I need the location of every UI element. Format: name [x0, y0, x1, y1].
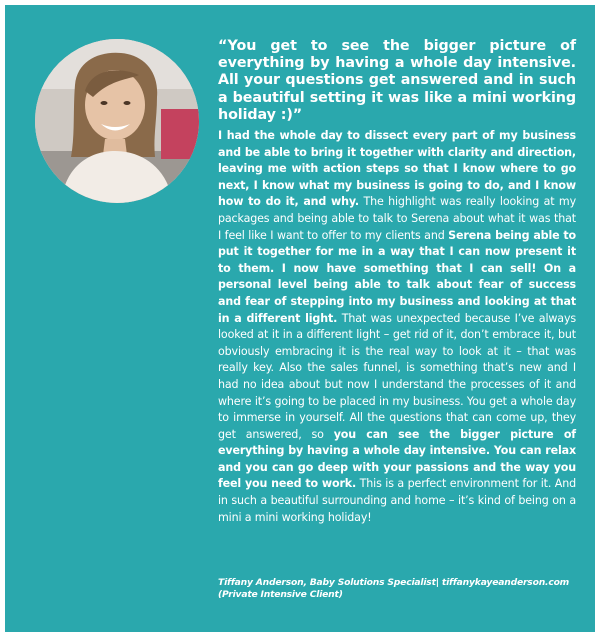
- body-segment: This is a perfect environment for it. And in such a beautiful surrounding and home – it’s kind of being on a mini a mini working holiday!: [218, 477, 576, 524]
- testimonial-body: [218, 128, 576, 526]
- body-segment: The highlight was really looking at my packages and being able to talk to Serena about what it was that I feel like I want to offer to my clients and: [218, 195, 576, 242]
- body-segment: I had the whole day to dissect every part of my business and be able to bring it together with clarity and direction, leaving me with action steps so that I know where to go next, I know what my business is going to do, and I know how to do it, and why.: [218, 129, 576, 209]
- testimonial-quote: “You get to see the bigger picture of everything by having a whole day intensive. All your questions get answered and in such a beautiful setting it was like a mini working holiday :)”: [218, 38, 576, 123]
- testimonial-credit: [218, 577, 576, 601]
- body-segment: you can see the bigger picture of everything by having a whole day intensive. You can relax and you can go deep with your passions and the way you feel you need to work.: [218, 427, 576, 491]
- client-photo: [35, 39, 199, 203]
- credit-client-type: (Private Intensive Client): [218, 589, 343, 600]
- credit-name-line: Tiffany Anderson, Baby Solutions Specialist| tiffanykayeanderson.com: [218, 577, 570, 588]
- body-segment: Serena being able to put it together for me in a way that I can now present it to them. I now have something that I can sell! On a personal level being able to talk about fear of success and fear of stepping into my business and looking at that in a different light.: [218, 228, 576, 325]
- body-segment: That was unexpected because I’ve always looked at it in a different light – get rid of it, don’t embrace it, but obviously embracing it is the real way to look at it – that was really key. Also the sales funnel, is something that’s new and I had no idea about but now I understand the processes of it and where it’s going to be placed in my business. You get a whole day to immerse in yourself. All the questions that can come up, they get answered, so: [218, 311, 576, 441]
- testimonial-card: [5, 5, 595, 632]
